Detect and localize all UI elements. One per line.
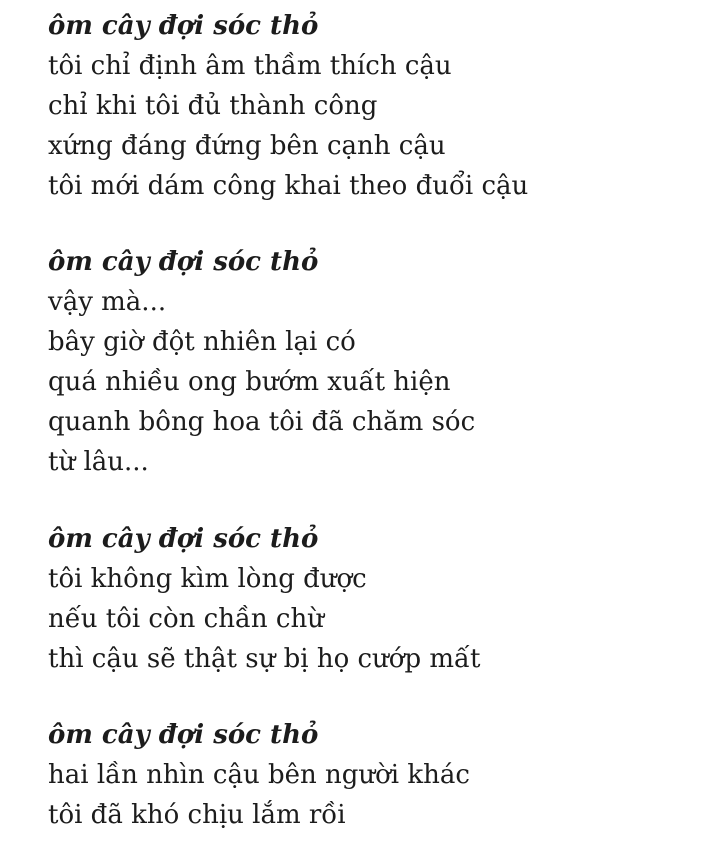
poem-line: tôi chỉ định âm thầm thích cậu [48, 51, 452, 81]
poem-line: nếu tôi còn chần chừ [48, 604, 324, 634]
poem-line: xứng đáng đứng bên cạnh cậu [48, 131, 446, 161]
stanza [48, 242, 708, 482]
poem-line: vậy mà... [48, 287, 167, 317]
poem-line: tôi đã khó chịu lắm rồi [48, 800, 346, 830]
stanza-heading: ôm cây đợi sóc thỏ [48, 720, 319, 750]
poem-line: quá nhiều ong bướm xuất hiện [48, 367, 451, 397]
stanza [48, 519, 708, 679]
stanza-heading: ôm cây đợi sóc thỏ [48, 247, 319, 277]
poem-line: thì cậu sẽ thật sự bị họ cướp mất [48, 644, 481, 674]
poem-line: quanh bông hoa tôi đã chăm sóc [48, 407, 476, 437]
stanza [48, 715, 708, 835]
stanza-heading: ôm cây đợi sóc thỏ [48, 524, 319, 554]
poem-line: từ lâu... [48, 447, 149, 477]
poem-line: tôi mới dám công khai theo đuổi cậu [48, 171, 529, 201]
stanza [48, 6, 708, 206]
poem-line: bây giờ đột nhiên lại có [48, 327, 356, 357]
poem-line: chỉ khi tôi đủ thành công [48, 91, 378, 121]
stanza-heading: ôm cây đợi sóc thỏ [48, 11, 319, 41]
poem-line: hai lần nhìn cậu bên người khác [48, 760, 470, 790]
poem-line: tôi không kìm lòng được [48, 564, 367, 594]
